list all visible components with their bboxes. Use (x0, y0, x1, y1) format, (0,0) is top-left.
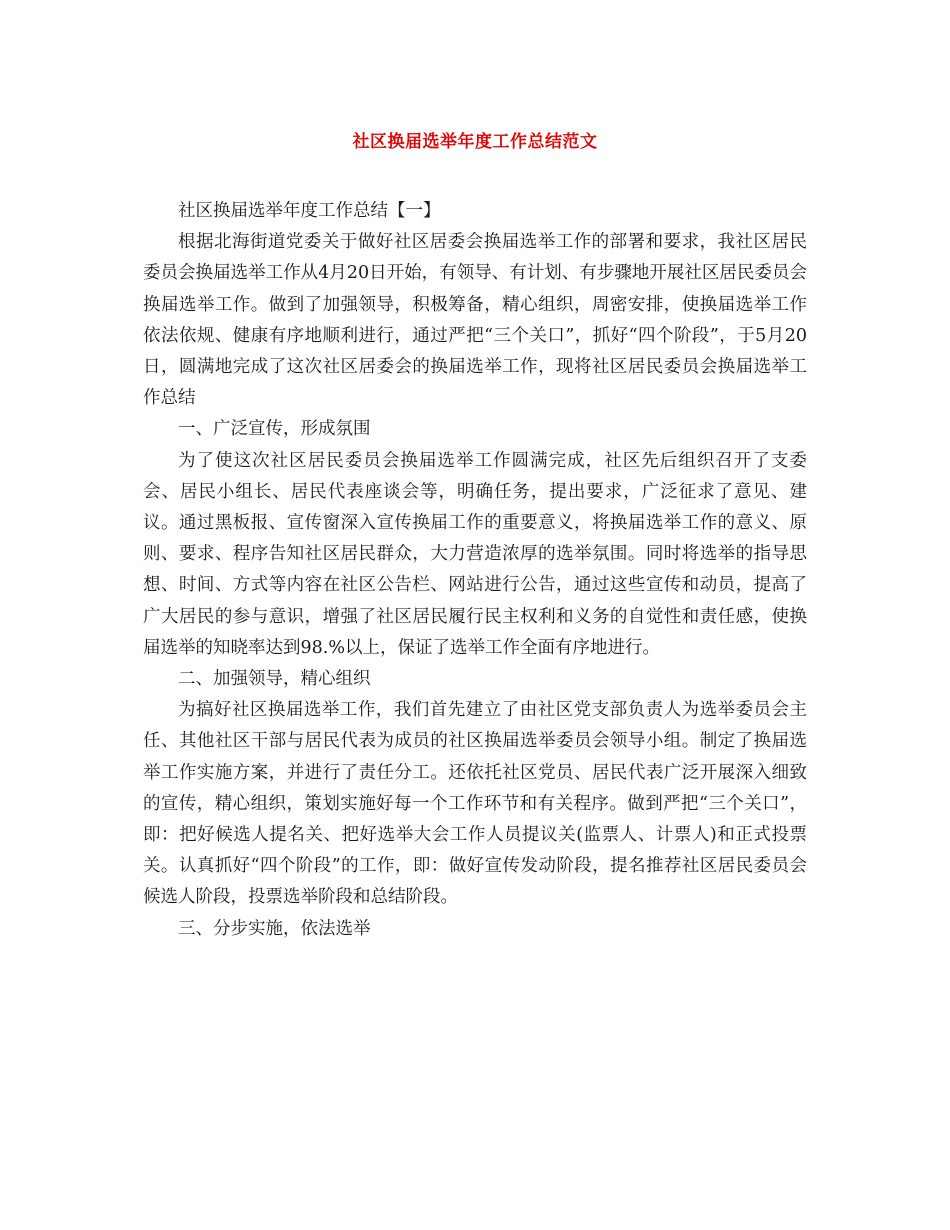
paragraph: 根据北海街道党委关于做好社区居委会换届选举工作的部署和要求，我社区居民委员会换届选举工作从4月20日开始，有领导、有计划、有步骤地开展社区居民委员会换届选举工作。做到了加强领导，积极筹备，精心组织，周密安排，使换届选举工作依法依规、健康有序地顺利进行，通过严把“三个关口”，抓好“四个阶段”，于5月20日，圆满地完成了这次社区居委会的换届选举工作，现将社区居民委员会换届选举工作总结 (143, 232, 807, 409)
section-heading: 二、加强领导，精心组织 (178, 669, 371, 690)
paragraph: 为了使这次社区居民委员会换届选举工作圆满完成，社区先后组织召开了支委会、居民小组长、居民代表座谈会等，明确任务，提出要求，广泛征求了意见、建议。通过黑板报、宣传窗深入宣传换届工作的重要意义，将换届选举工作的意义、原则、要求、程序告知社区居民群众，大力营造浓厚的选举氛围。同时将选举的指导思想、时间、方式等内容在社区公告栏、网站进行公告，通过这些宣传和动员，提高了广大居民的参与意识，增强了社区居民履行民主权利和义务的自觉性和责任感，使换届选举的知晓率达到98.%以上，保证了选举工作全面有序地进行。 (143, 450, 807, 658)
paragraph: 为搞好社区换届选举工作，我们首先建立了由社区党支部负责人为选举委员会主任、其他社区干部与居民代表为成员的社区换届选举委员会领导小组。制定了换届选举工作实施方案，并进行了责任分工。还依托社区党员、居民代表广泛开展深入细致的宣传，精心组织，策划实施好每一个工作环节和有关程序。做到严把“三个关口”，即：把好候选人提名关、把好选举大会工作人员提议关(监票人、计票人)和正式投票关。认真抓好“四个阶段”的工作，即：做好宣传发动阶段，提名推荐社区居民委员会候选人阶段，投票选举阶段和总结阶段。 (143, 700, 807, 908)
document-body (143, 196, 807, 945)
section-heading: 三、分步实施，依法选举 (178, 918, 371, 939)
section-heading: 一、广泛宣传，形成氛围 (178, 419, 371, 440)
document-title: 社区换届选举年度工作总结范文 (352, 132, 598, 152)
section-heading: 社区换届选举年度工作总结【一】 (178, 201, 441, 221)
